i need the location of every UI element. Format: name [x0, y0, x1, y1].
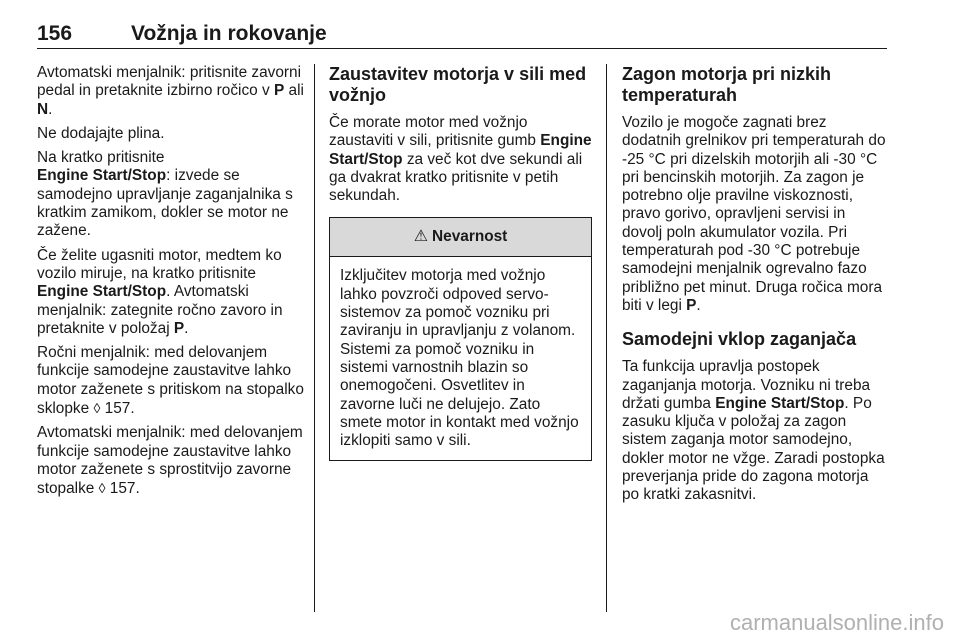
text: : izvede se samodejno upravljanje zaganjalnika s kratkim zamikom, dokler se motor ne zažene.: [37, 167, 293, 240]
text: Ta funkcija upravlja postopek zaganjanja motorja. Vozniku ni treba držati gumba: [622, 358, 871, 412]
text: Na kratko pritisnite: [37, 149, 165, 167]
bold-text: P: [273, 82, 285, 100]
text: . Po zasuku ključa v položaj za zagon sistem zaganja motor samodejno, dokler motor ne vžge. Zaradi postopka preverjanja pride do zagona motorja po kratki zakasnitvi.: [622, 394, 885, 504]
text: . Avtomatski menjalnik: zategnite ročno zavoro in pretaknite v položaj: [37, 283, 283, 337]
bold-text: Engine Start/Stop: [329, 132, 592, 168]
text: za več kot dve sekundi ali ga dvakrat kratko pritisnite v petih sekundah.: [329, 150, 583, 205]
bold-text: P: [173, 319, 185, 337]
page-number: 156: [37, 22, 73, 45]
text: Vozilo je mogoče zagnati brez dodatnih grelnikov pri temperaturah do -25 °C pri dizelskih motorjih ali -30 °C pri bencinskih motorjih. Za zagon je potrebno olje pravilne viskoznosti, pravo gorivo, opravljeni servisi in dovolj poln akumulator vozila. Pri temperaturah pod -30 °C potrebuje samodejni menjalnik ogrevalno fazo približno pet minut. Druga ročica mora biti v legi: [622, 114, 886, 314]
bold-text: P: [686, 296, 697, 314]
column-divider: [606, 64, 607, 612]
text: Avtomatski menjalnik: pritisnite zavorni pedal in pretaknite izbirno ročico v: [37, 64, 302, 100]
paragraph: [37, 64, 305, 119]
column-divider: [314, 64, 315, 612]
paragraph: [329, 114, 592, 205]
text: Avtomatski menjalnik: med delovanjem funkcije samodejne zaustavitve lahko motor zaženete s sprostitvijo zavorne stopalke: [37, 424, 303, 498]
paragraph: [37, 424, 305, 498]
text: Če želite ugasniti motor, medtem ko vozilo miruje, na kratko pritisnite: [37, 246, 282, 282]
text: Če morate motor med vožnjo zaustaviti v sili, pritisnite gumb: [329, 114, 541, 150]
paragraph: [622, 358, 886, 504]
section-heading: Samodejni vklop zaganjača: [622, 329, 857, 350]
paragraph: Ne dodajajte plina.: [37, 124, 165, 142]
bold-text: Engine Start/Stop: [37, 167, 167, 185]
text: ali: [284, 82, 304, 100]
column-right: [622, 64, 886, 511]
warning-header: [330, 218, 591, 257]
page-reference[interactable]: 157.: [100, 400, 135, 418]
column-middle: [329, 64, 592, 461]
paragraph: [37, 149, 305, 240]
text: .: [696, 296, 701, 314]
text: Ročni menjalnik: med delovanjem funkcije samodejne zaustavitve lahko motor zaženete s pritiskom na stopalko sklopke: [37, 344, 304, 418]
section-heading: Zagon motorja pri nizkih temperaturah: [622, 64, 832, 105]
text: .: [48, 100, 53, 118]
bold-text: N: [37, 100, 49, 118]
section-heading: Zaustavitev motorja v sili med vožnjo: [329, 64, 587, 105]
page-title: Vožnja in rokovanje: [131, 22, 327, 45]
warning-text: Izključitev motorja med vožnjo lahko povzroči odpoved servo-sistemov za pomoč vozniku pri zaviranju in upravljanju z volanom. Sistemi za pomoč vozniku in sistemi varnostnih blazin so onemogočeni. Osvetlitev in zavorne luči ne delujejo. Zato smete motor in kontakt med vožnjo izklopiti samo v sili.: [340, 267, 579, 450]
warning-title: Nevarnost: [432, 228, 508, 246]
paragraph: [37, 247, 305, 338]
warning-box: [329, 217, 592, 461]
bold-text: Engine Start/Stop: [715, 394, 845, 412]
page-ref-icon: ◊: [98, 480, 106, 497]
paragraph: [622, 114, 886, 315]
warning-triangle-icon: ⚠: [413, 228, 429, 246]
page-ref-icon: ◊: [93, 400, 101, 417]
watermark: carmanualsonline.info: [729, 610, 944, 635]
page-header: [37, 18, 887, 49]
column-left: [37, 64, 305, 505]
text: .: [184, 319, 189, 337]
bold-text: Engine Start/Stop: [37, 283, 167, 301]
page-reference[interactable]: 157.: [105, 480, 140, 498]
paragraph: [37, 344, 305, 418]
